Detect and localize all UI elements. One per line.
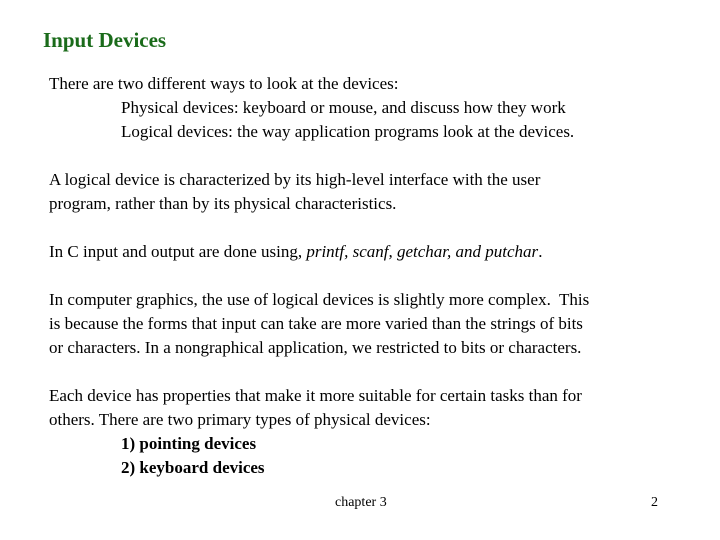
slide-body (49, 72, 709, 480)
paragraph-2-line-1: A logical device is characterized by its high-level interface with the user (49, 170, 541, 189)
paragraph-2-line-2: program, rather than by its physical characteristics. (49, 194, 397, 213)
paragraph-4-line-2: is because the forms that input can take are more varied than the strings of bits (49, 314, 583, 333)
paragraph-1-item-logical: Logical devices: the way application programs look at the devices. (121, 122, 575, 141)
paragraph-5-line-2: others. There are two primary types of physical devices: (49, 410, 431, 429)
footer-page-number: 2 (651, 495, 658, 510)
paragraph-5-item-pointing: 1) pointing devices (121, 434, 257, 453)
paragraph-3-functions: printf, scanf, getchar, and putchar (306, 242, 539, 261)
slide-title: Input Devices (43, 28, 167, 52)
paragraph-spacer (49, 360, 709, 384)
paragraph-5-item-keyboard: 2) keyboard devices (121, 458, 265, 477)
footer-chapter: chapter 3 (335, 495, 387, 510)
paragraph-5-line-1: Each device has properties that make it more suitable for certain tasks than for (49, 386, 582, 405)
paragraph-1-intro: There are two different ways to look at the devices: (49, 74, 399, 93)
paragraph-spacer (49, 144, 709, 168)
paragraph-3 (49, 240, 709, 264)
paragraph-spacer (49, 216, 709, 240)
paragraph-1-item-physical: Physical devices: keyboard or mouse, and discuss how they work (121, 98, 566, 117)
paragraph-spacer (49, 264, 709, 288)
paragraph-4-line-3: or characters. In a nongraphical application, we restricted to bits or characters. (49, 338, 582, 357)
paragraph-3-prefix: In C input and output are done using, (49, 242, 307, 261)
paragraph-3-suffix: . (538, 242, 543, 261)
paragraph-4-line-1: In computer graphics, the use of logical devices is slightly more complex. This (49, 290, 590, 309)
